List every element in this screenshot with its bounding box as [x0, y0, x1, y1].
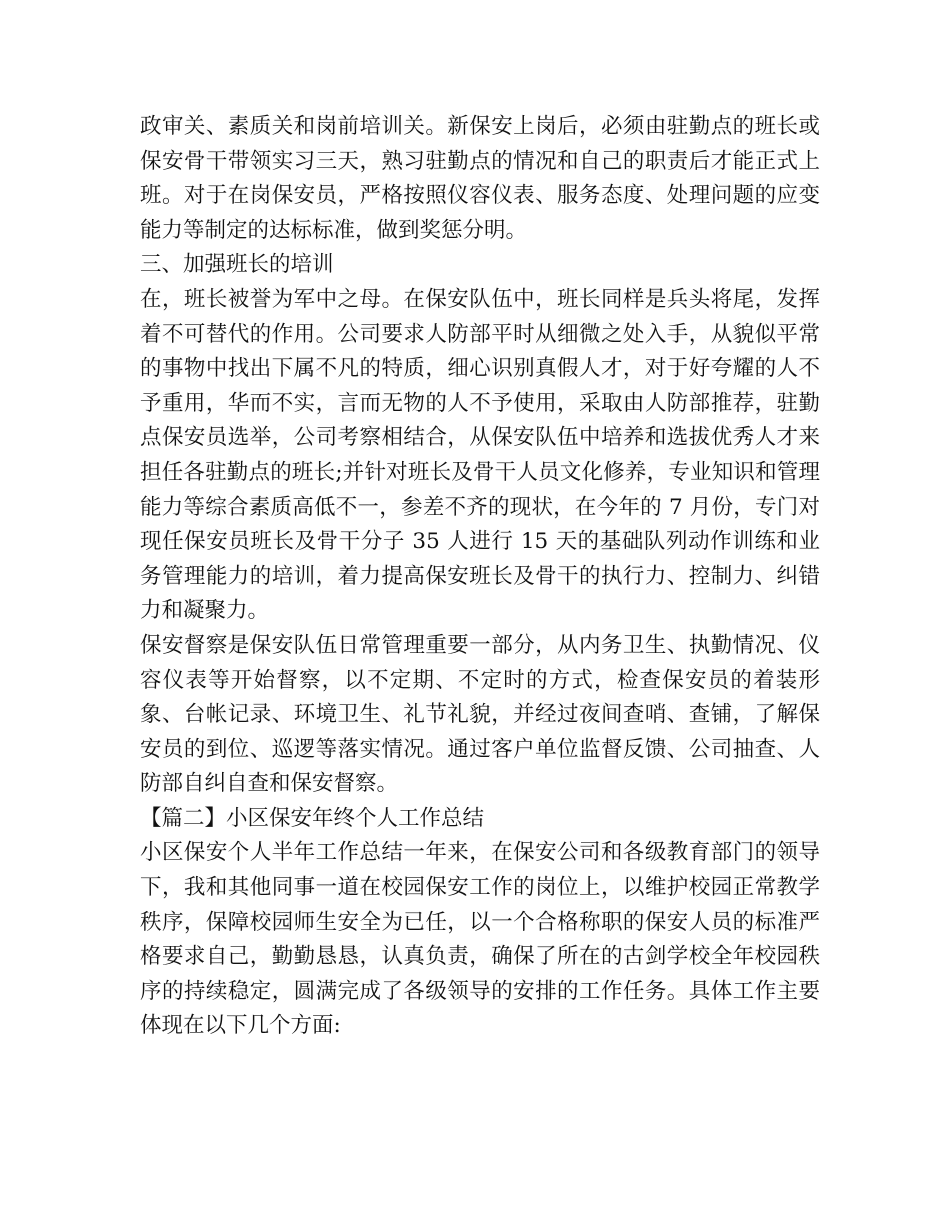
paragraph-year-summary: 小区保安个人半年工作总结一年来，在保安公司和各级教育部门的领导下，我和其他同事一道在校园保安工作的岗位上，以维护校园正常教学秩序，保障校园师生安全为已任，以一个合格称职的保安人员的标准严格要求自己，勤勤恳恳，认真负责，确保了所在的古剑学校全年校园秩序的持续稳定，圆满完成了各级领导的安排的工作任务。具体工作主要体现在以下几个方面: — [140, 840, 820, 1039]
chapter-heading-part-2: 【篇二】小区保安年终个人工作总结 — [140, 805, 485, 831]
paragraph-security-supervision: 保安督察是保安队伍日常管理重要一部分，从内务卫生、执勤情况、仪容仪表等开始督察，以不定期、不定时的方式，检查保安员的着装形象、台帐记录、环境卫生、礼节礼貌，并经过夜间查哨、查铺，了解保安员的到位、巡逻等落实情况。通过客户单位监督反馈、公司抽查、人防部自纠自查和保安督察。 — [140, 632, 820, 797]
paragraph-squad-leader-training: 在，班长被誉为军中之母。在保安队伍中，班长同样是兵头将尾，发挥着不可替代的作用。公司要求人防部平时从细微之处入手，从貌似平常的事物中找出下属不凡的特质，细心识别真假人才，对于好夸耀的人不予重用，华而不实，言而无物的人不予使用，采取由人防部推荐，驻勤点保安员选举，公司考察相结合，从保安队伍中培养和选拔优秀人才来担任各驻勤点的班长;并针对班长及骨干人员文化修养，专业知识和管理能力等综合素质高低不一，参差不齐的现状，在今年的 7 月份，专门对现任保安员班长及骨干分子 35 人进行 15 天的基础队列动作训练和业务管理能力的培训，着力提高保安班长及骨干的执行力、控制力、纠错力和凝聚力。 — [140, 286, 820, 624]
paragraph-political-review: 政审关、素质关和岗前培训关。新保安上岗后，必须由驻勤点的班长或保安骨干带领实习三天，熟习驻勤点的情况和自己的职责后才能正式上班。对于在岗保安员，严格按照仪容仪表、服务态度、处理问题的应变能力等制定的达标标准，做到奖惩分明。 — [140, 114, 820, 243]
document-page — [140, 110, 820, 1044]
section-heading-3: 三、加强班长的培训 — [140, 252, 334, 278]
